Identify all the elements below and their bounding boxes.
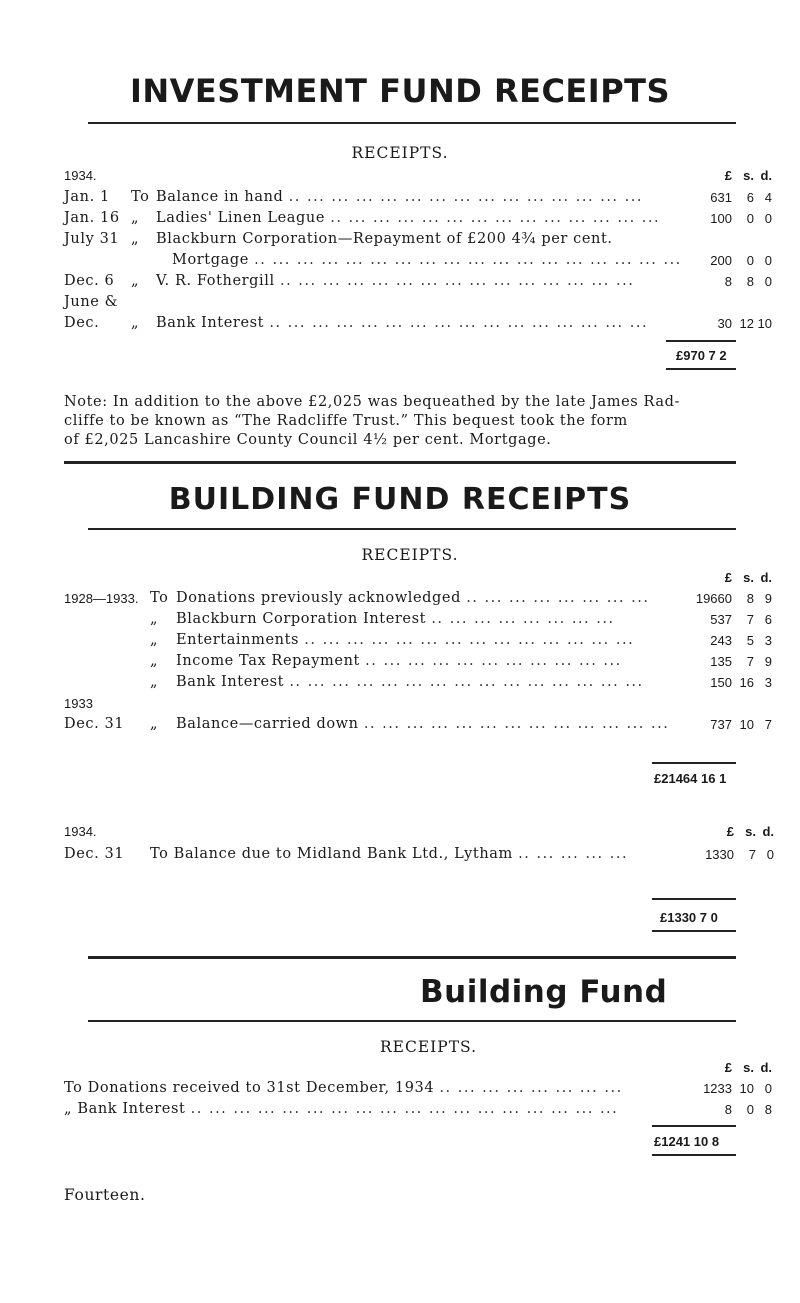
row-desc: Blackburn Corporation—Repayment of £200 4¾ per cent.: [156, 231, 613, 247]
currency-header: £ s. d.: [726, 824, 774, 839]
page-footer: Fourteen.: [64, 1186, 146, 1204]
total-rule: [652, 1154, 736, 1156]
row-date: Dec.: [64, 315, 100, 331]
divider: [88, 956, 736, 959]
row-desc: Balance—carried down .. ... ... ... ... ... ... ... ... ... ... ... ...: [176, 716, 670, 732]
row-to: „: [131, 315, 140, 331]
building-fund-subtitle: RECEIPTS.: [380, 1038, 478, 1056]
divider: [88, 122, 736, 124]
building-fund-title: Building Fund: [420, 974, 668, 1010]
row-amount: 135 7 9: [710, 654, 772, 669]
note-line: cliffe to be known as “The Radcliffe Trust.” This bequest took the form: [64, 413, 628, 429]
total-rule: [652, 898, 736, 900]
year-label: 1933: [64, 696, 93, 711]
row-to: „: [131, 210, 140, 226]
total-rule: [666, 340, 736, 342]
row-amount: 1330 7 0: [705, 847, 774, 862]
year-label: 1934.: [64, 168, 97, 183]
row-date: Dec. 31: [64, 846, 125, 862]
row-desc: Ladies' Linen League .. ... ... ... ... ... ... ... ... ... ... ... ... ...: [156, 210, 661, 226]
row-amount: 537 7 6: [710, 612, 772, 627]
currency-header: £ s. d.: [724, 570, 772, 585]
building-receipts-total: £21464 16 1: [654, 771, 727, 786]
row-to: „: [150, 653, 159, 669]
row-to: To: [150, 590, 169, 606]
total-rule: [652, 930, 736, 932]
row-amount: 737 10 7: [710, 717, 772, 732]
row-desc: „ Bank Interest .. ... ... ... ... ... ... ... ... ... ... ... ... ... ... ... ... ...: [64, 1101, 619, 1117]
building-fund-total: £1241 10 8: [654, 1134, 720, 1149]
building-receipts-subtitle: RECEIPTS.: [361, 546, 459, 564]
row-desc: Entertainments .. ... ... ... ... ... ... ... ... ... ... ... ... ...: [176, 632, 635, 648]
total-rule: [666, 368, 736, 370]
row-amount: 100 0 0: [710, 211, 772, 226]
row-to: „: [150, 611, 159, 627]
row-amount: 8 8 0: [724, 274, 772, 289]
row-desc: Bank Interest .. ... ... ... ... ... ... ... ... ... ... ... ... ... ...: [176, 674, 644, 690]
total-rule: [652, 1125, 736, 1127]
row-desc: V. R. Fothergill .. ... ... ... ... ... ... ... ... ... ... ... ... ... ...: [156, 273, 635, 289]
total-rule: [652, 762, 736, 764]
investment-total: £970 7 2: [676, 348, 727, 363]
row-desc: Balance in hand .. ... ... ... ... ... ... ... ... ... ... ... ... ... ...: [156, 189, 643, 205]
row-desc: To Balance due to Midland Bank Ltd., Lytham .. ... ... ... ...: [150, 846, 629, 862]
row-desc: Income Tax Repayment .. ... ... ... ... ... ... ... ... ... ...: [176, 653, 622, 669]
row-desc: Blackburn Corporation Interest .. ... ... ... ... ... ... ...: [176, 611, 615, 627]
row-amount: 150 16 3: [710, 675, 772, 690]
row-to: „: [150, 716, 159, 732]
building-receipts-total-2: £1330 7 0: [660, 910, 718, 925]
divider: [88, 528, 736, 530]
year-label: 1934.: [64, 824, 97, 839]
row-to: „: [150, 674, 159, 690]
row-to: To: [131, 189, 150, 205]
currency-header: £ s. d.: [724, 1060, 772, 1075]
row-date: Jan. 1: [64, 189, 110, 205]
row-date: July 31: [64, 231, 120, 247]
investment-subtitle: RECEIPTS.: [351, 144, 449, 162]
row-amount: 1233 10 0: [703, 1081, 772, 1096]
row-to: „: [131, 273, 140, 289]
divider: [64, 461, 736, 464]
row-amount: 200 0 0: [710, 253, 772, 268]
investment-title: INVESTMENT FUND RECEIPTS: [129, 72, 671, 110]
building-receipts-title: BUILDING FUND RECEIPTS: [168, 482, 632, 517]
row-amount: 8 0 8: [724, 1102, 772, 1117]
row-date: Dec. 31: [64, 716, 125, 732]
row-amount: 631 6 4: [710, 190, 772, 205]
currency-header: £ s. d.: [724, 168, 772, 183]
row-date: Dec. 6: [64, 273, 115, 289]
row-desc: Bank Interest .. ... ... ... ... ... ... ... ... ... ... ... ... ... ... ...: [156, 315, 649, 331]
row-date: Jan. 16: [64, 210, 120, 226]
row-amount: 19660 8 9: [695, 591, 772, 606]
row-amount: 30 12 10: [717, 316, 772, 331]
note-line: of £2,025 Lancashire County Council 4½ per cent. Mortgage.: [64, 432, 552, 448]
row-desc: Donations previously acknowledged .. ... ... ... ... ... ... ...: [176, 590, 650, 606]
row-to: „: [131, 231, 140, 247]
divider: [88, 1020, 736, 1022]
row-amount: 243 5 3: [710, 633, 772, 648]
note-line: Note: In addition to the above £2,025 was bequeathed by the late James Rad-: [64, 394, 680, 410]
row-to: „: [150, 632, 159, 648]
period-label: 1928—1933.: [64, 591, 139, 606]
row-desc: To Donations received to 31st December, 1934 .. ... ... ... ... ... ... ...: [64, 1080, 623, 1096]
row-desc: Mortgage .. ... ... ... ... ... ... ... ... ... ... ... ... ... ... ... ... ...: [172, 252, 682, 268]
row-date: June &: [64, 294, 119, 310]
